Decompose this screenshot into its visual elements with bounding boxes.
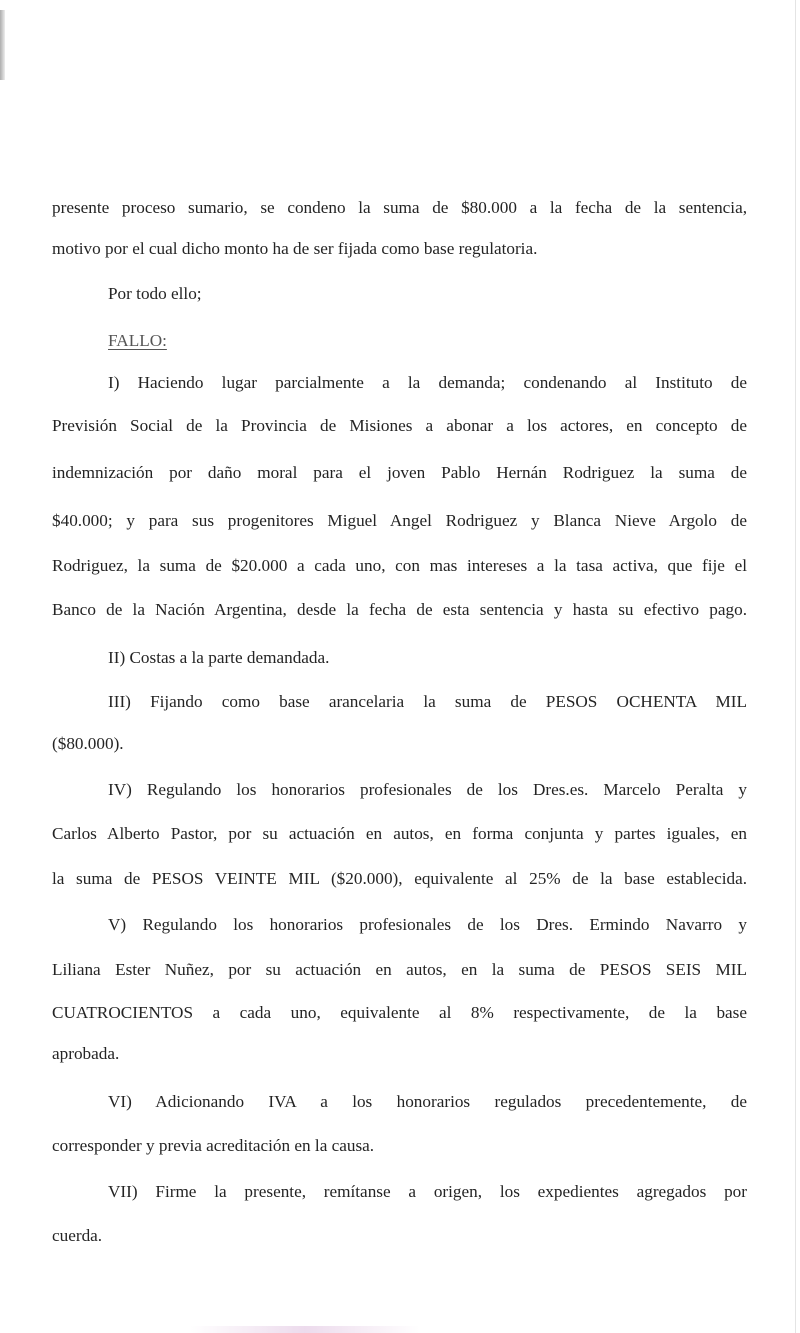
paragraph-line: la suma de PESOS VEINTE MIL ($20.000), equivalente al 25% de la base establecida. bbox=[52, 869, 747, 888]
paragraph-line: aprobada. bbox=[52, 1044, 120, 1063]
resolution-item-7: VII) Firme la presente, remítanse a origen, los expedientes agregados por bbox=[108, 1182, 747, 1201]
paragraph-line: indemnización por daño moral para el joven Pablo Hernán Rodriguez la suma de bbox=[52, 463, 747, 482]
resolution-item-6: VI) Adicionando IVA a los honorarios regulados precedentemente, de bbox=[108, 1092, 747, 1111]
paragraph-line: Banco de la Nación Argentina, desde la fecha de esta sentencia y hasta su efectivo pago. bbox=[52, 600, 747, 619]
paragraph-line: ($80.000). bbox=[52, 734, 124, 753]
scan-artifact bbox=[190, 1326, 420, 1333]
resolution-item-4: IV) Regulando los honorarios profesionales de los Dres.es. Marcelo Peralta y bbox=[108, 780, 747, 799]
paragraph-line: Por todo ello; bbox=[108, 284, 202, 303]
paragraph-line: Carlos Alberto Pastor, por su actuación en autos, en forma conjunta y partes iguales, en bbox=[52, 824, 747, 843]
paragraph-line: Previsión Social de la Provincia de Misiones a abonar a los actores, en concepto de bbox=[52, 416, 747, 435]
paragraph-line: CUATROCIENTOS a cada uno, equivalente al 8% respectivamente, de la base bbox=[52, 1003, 747, 1022]
resolution-item-3: III) Fijando como base arancelaria la suma de PESOS OCHENTA MIL bbox=[108, 692, 747, 711]
resolution-item-2: II) Costas a la parte demandada. bbox=[108, 648, 330, 667]
resolution-item-1: I) Haciendo lugar parcialmente a la demanda; condenando al Instituto de bbox=[108, 373, 747, 392]
page-edge bbox=[795, 0, 796, 1333]
paragraph-line: motivo por el cual dicho monto ha de ser fijada como base regulatoria. bbox=[52, 239, 538, 258]
paragraph-line: cuerda. bbox=[52, 1226, 103, 1245]
paragraph-line: Rodriguez, la suma de $20.000 a cada uno, con mas intereses a la tasa activa, que fije el bbox=[52, 556, 747, 575]
paragraph-line: Liliana Ester Nuñez, por su actuación en autos, en la suma de PESOS SEIS MIL bbox=[52, 960, 747, 979]
paragraph-line: corresponder y previa acreditación en la causa. bbox=[52, 1136, 375, 1155]
resolution-item-5: V) Regulando los honorarios profesionales de los Dres. Ermindo Navarro y bbox=[108, 915, 747, 934]
scan-edge-mark bbox=[0, 10, 5, 80]
paragraph-line: presente proceso sumario, se condeno la suma de $80.000 a la fecha de la sentencia, bbox=[52, 198, 747, 217]
section-heading-fallo: FALLO: bbox=[108, 331, 167, 350]
paragraph-line: $40.000; y para sus progenitores Miguel Angel Rodriguez y Blanca Nieve Argolo de bbox=[52, 511, 747, 530]
